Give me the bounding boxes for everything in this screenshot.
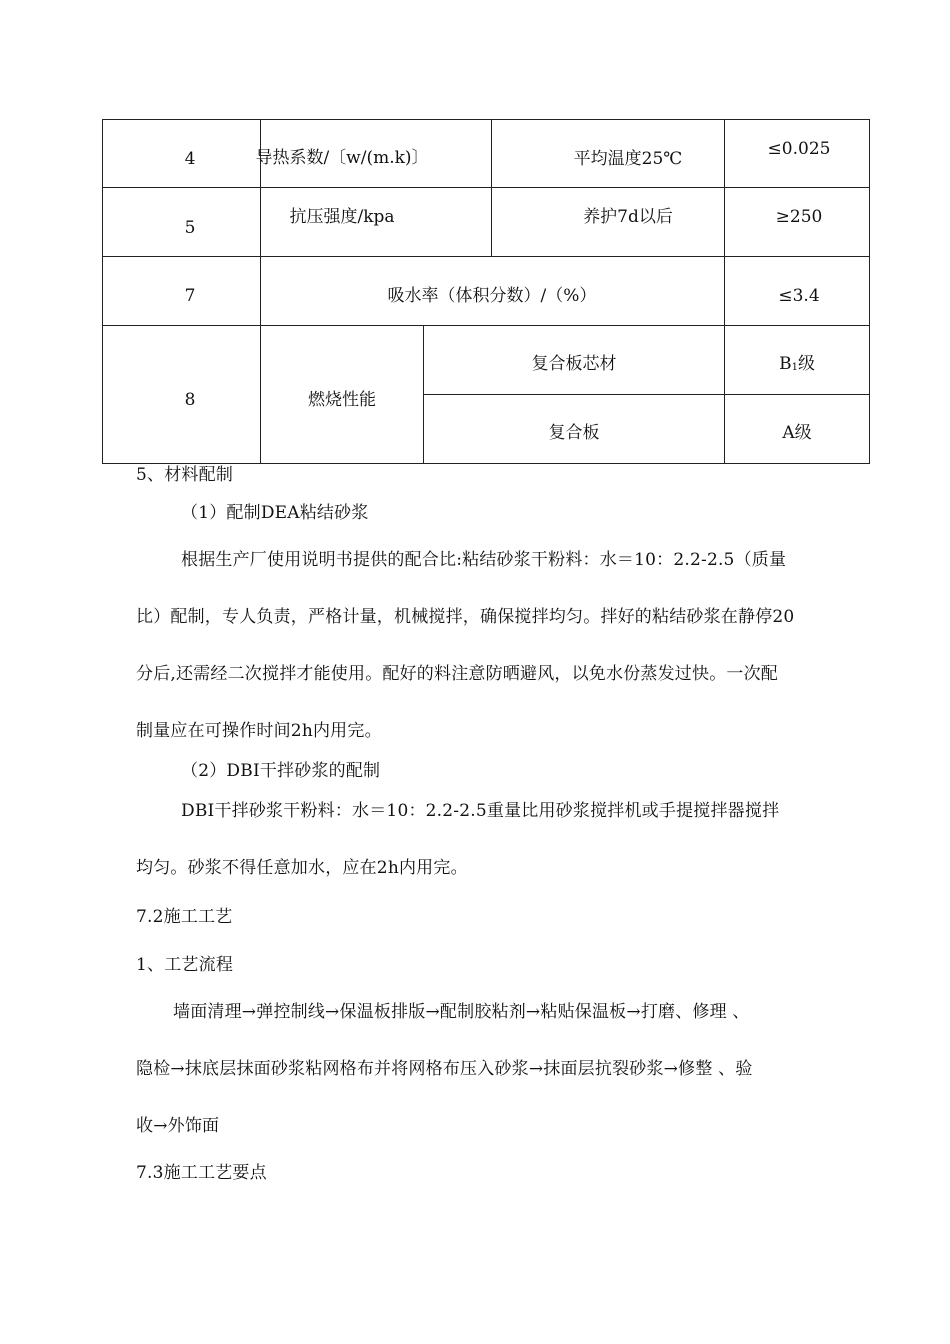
table-divider	[260, 119, 261, 464]
table-cell-item: 燃烧性能	[308, 390, 376, 410]
table-divider	[423, 394, 870, 395]
table-cell-value: ≤0.025	[767, 139, 831, 159]
table-cell-item: 抗压强度/kpa	[289, 207, 395, 227]
grade-suffix: 级	[797, 354, 815, 374]
paragraph-line: 根据生产厂使用说明书提供的配合比:粘结砂浆干粉料：水＝10：2.2-2.5（质量	[181, 550, 787, 570]
table-cell-no: 4	[184, 149, 196, 169]
paragraph-line: 均匀。砂浆不得任意加水，应在2h内用完。	[136, 858, 468, 878]
table-cell-item: 吸水率（体积分数）/（%）	[387, 286, 597, 306]
table-divider	[724, 119, 725, 464]
table-cell-condition: 复合板	[548, 423, 600, 443]
section-heading: 7.3施工工艺要点	[136, 1163, 267, 1183]
table-cell-condition: 养护7d以后	[583, 207, 673, 227]
table-cell-value: ≤3.4	[778, 286, 820, 306]
table-border	[869, 119, 870, 464]
section-heading: 5、材料配制	[136, 465, 234, 485]
table-cell-item: 导热系数/〔w/(m.k)〕	[255, 148, 429, 168]
paragraph-line: 分后,还需经二次搅拌才能使用。配好的料注意防晒避风，以免水份蒸发过快。一次配	[136, 664, 779, 684]
grade-subscript: 1	[791, 362, 798, 373]
table-divider	[102, 256, 870, 257]
table-cell-value: A级	[782, 423, 812, 443]
table-divider	[102, 325, 870, 326]
table-cell-no: 5	[184, 218, 196, 238]
table-divider	[423, 325, 424, 464]
grade-letter: B	[779, 354, 792, 374]
properties-table	[102, 119, 870, 464]
section-heading: 1、工艺流程	[136, 955, 234, 975]
table-divider	[491, 119, 492, 256]
table-cell-no: 8	[184, 390, 196, 410]
table-cell-value	[779, 354, 815, 378]
paragraph-line: 制量应在可操作时间2h内用完。	[136, 721, 382, 741]
table-cell-condition: 平均温度25℃	[573, 149, 683, 169]
paragraph-line: DBI干拌砂浆干粉料：水＝10：2.2-2.5重量比用砂浆搅拌机或手提搅拌器搅拌	[181, 801, 780, 821]
table-cell-value: ≥250	[775, 207, 823, 227]
subsection-heading: （1）配制DEA粘结砂浆	[181, 503, 369, 523]
paragraph-line: 收→外饰面	[136, 1116, 220, 1136]
section-heading: 7.2施工工艺	[136, 907, 233, 927]
table-border	[102, 119, 103, 464]
paragraph-line: 墙面清理→弹控制线→保温板排版→配制胶粘剂→粘贴保温板→打磨、修理 、	[173, 1002, 750, 1022]
table-cell-condition: 复合板芯材	[531, 354, 617, 374]
paragraph-line: 比）配制，专人负责，严格计量，机械搅拌，确保搅拌均匀。拌好的粘结砂浆在静停20	[136, 607, 795, 627]
paragraph-line: 隐检→抹底层抹面砂浆粘网格布并将网格布压入砂浆→抹面层抗裂砂浆→修整 、验	[136, 1059, 753, 1079]
table-cell-no: 7	[184, 286, 196, 306]
table-border	[102, 119, 870, 120]
subsection-heading: （2）DBI干拌砂浆的配制	[181, 761, 381, 781]
table-divider	[102, 187, 870, 188]
